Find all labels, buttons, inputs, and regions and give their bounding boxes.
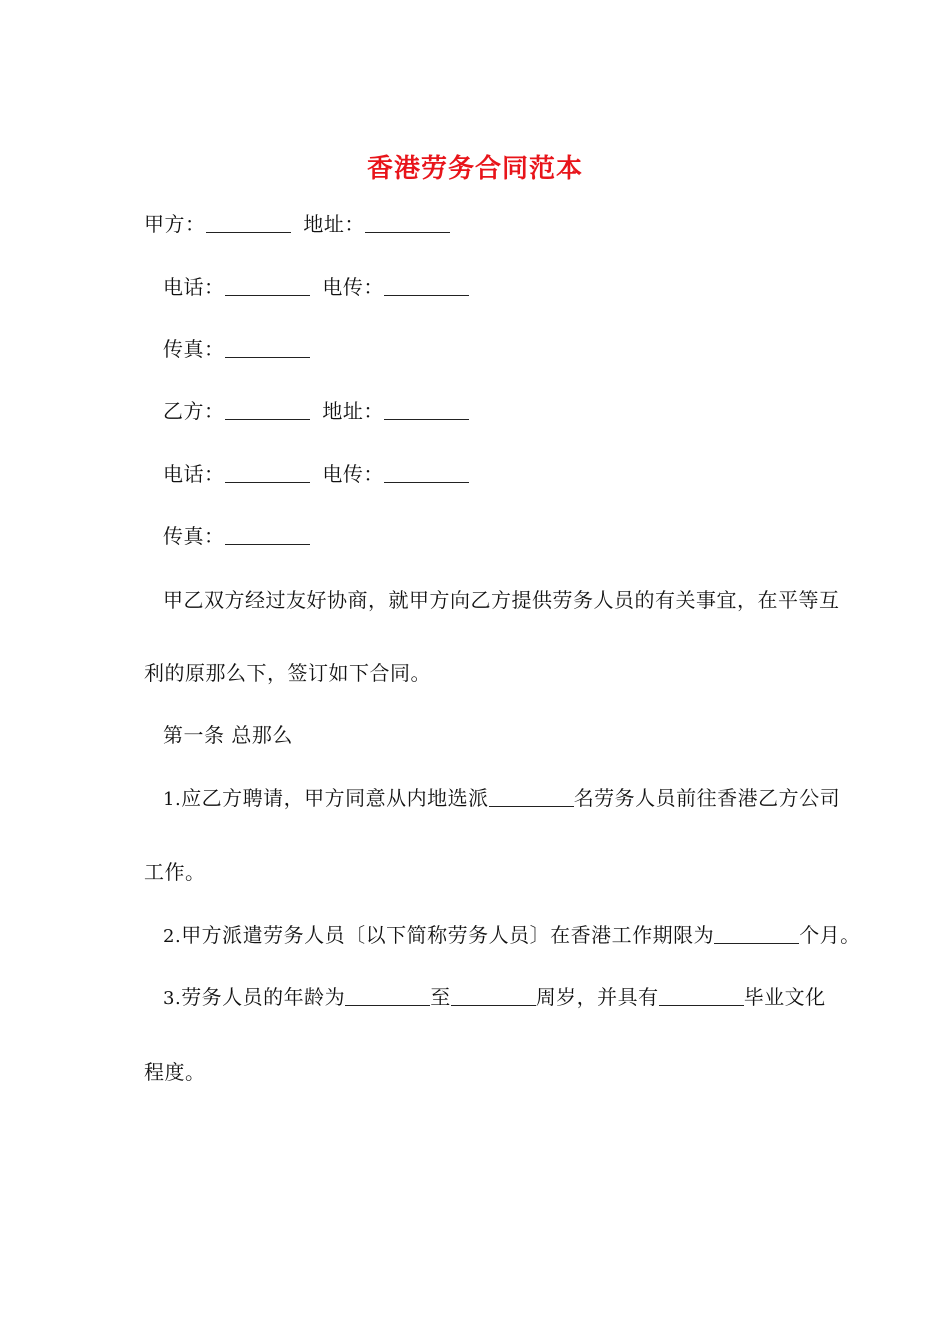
clause2-text-a: 甲方派遣劳务人员〔以下简称劳务人员〕在香港工作期限为 xyxy=(181,923,715,947)
clause3-text-c: 周岁，并具有 xyxy=(535,985,659,1009)
party-b-address-label: 地址： xyxy=(322,399,384,423)
party-a-fax-row xyxy=(163,335,310,363)
party-b-name-blank xyxy=(225,399,310,420)
party-a-row xyxy=(144,210,450,238)
party-b-phone-row xyxy=(163,460,469,488)
clause1-text-b: 名劳务人员前往香港乙方公司 xyxy=(573,786,841,810)
party-a-fax-label: 传真： xyxy=(163,337,225,361)
clause3-line2: 程度。 xyxy=(144,1060,206,1084)
party-b-name-label: 乙方： xyxy=(163,399,225,423)
clause1-number: 1. xyxy=(163,789,182,810)
clause2-text-b: 个月。 xyxy=(799,923,861,947)
clause3-line1 xyxy=(163,983,826,1013)
clause3-blank-education xyxy=(659,985,744,1006)
party-b-telex-blank xyxy=(384,462,469,483)
party-b-fax-row xyxy=(163,522,310,550)
clause3-number: 3. xyxy=(163,988,182,1009)
party-a-telex-blank xyxy=(384,275,469,296)
party-a-phone-label: 电话： xyxy=(163,275,225,299)
document-title: 香港劳务合同范本 xyxy=(366,154,583,184)
party-a-address-blank xyxy=(365,212,450,233)
party-b-telex-label: 电传： xyxy=(322,462,384,486)
clause2-number: 2. xyxy=(163,926,182,947)
party-a-name-label: 甲方： xyxy=(144,212,206,236)
clause2-line xyxy=(163,921,861,951)
party-b-address-blank xyxy=(384,399,469,420)
article1-heading: 第一条 总那么 xyxy=(163,723,293,747)
party-a-name-blank xyxy=(206,212,291,233)
party-b-fax-blank xyxy=(225,524,310,545)
party-a-telex-label: 电传： xyxy=(322,275,384,299)
party-b-fax-label: 传真： xyxy=(163,524,225,548)
clause1-text-a: 应乙方聘请，甲方同意从内地选派 xyxy=(181,786,489,810)
party-a-phone-row xyxy=(163,273,469,301)
party-b-phone-blank xyxy=(225,462,310,483)
intro-paragraph-line1: 甲乙双方经过友好协商，就甲方向乙方提供劳务人员的有关事宜，在平等互 xyxy=(163,588,840,612)
clause3-text-a: 劳务人员的年龄为 xyxy=(181,985,346,1009)
clause3-blank-min-age xyxy=(345,985,430,1006)
intro-paragraph-line2: 利的原那么下，签订如下合同。 xyxy=(144,661,431,685)
clause3-blank-max-age xyxy=(451,985,536,1006)
party-b-phone-label: 电话： xyxy=(163,462,225,486)
clause3-text-b: 至 xyxy=(430,985,451,1009)
clause2-blank xyxy=(714,923,799,944)
party-a-address-label: 地址： xyxy=(303,212,365,236)
clause1-line1 xyxy=(163,784,840,814)
party-a-phone-blank xyxy=(225,275,310,296)
party-b-row xyxy=(163,397,469,425)
clause3-text-d: 毕业文化 xyxy=(743,985,826,1009)
clause1-line2: 工作。 xyxy=(144,860,206,884)
party-a-fax-blank xyxy=(225,337,310,358)
clause1-blank xyxy=(489,786,574,807)
